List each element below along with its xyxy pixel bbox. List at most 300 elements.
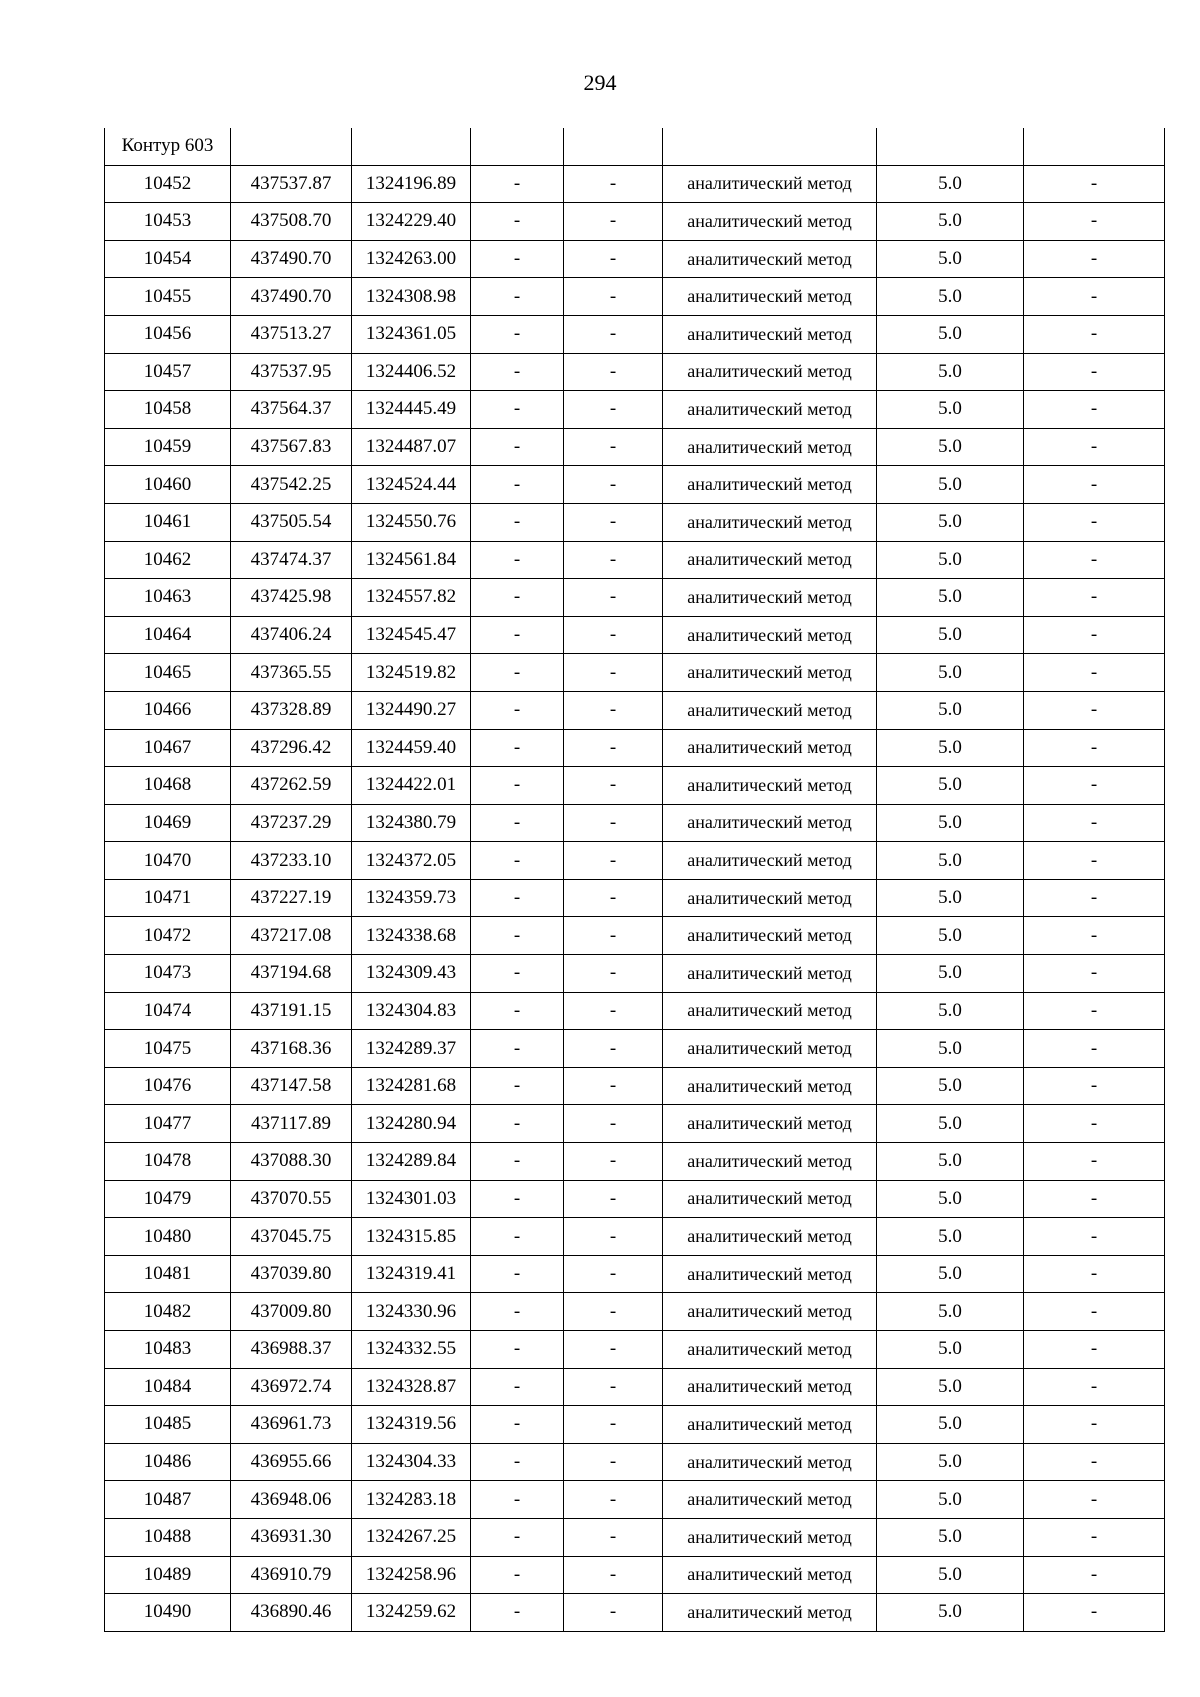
x-coordinate-cell: 437328.89 xyxy=(231,691,352,729)
x-coordinate-cell: 437490.70 xyxy=(231,240,352,278)
table-row xyxy=(105,654,1165,692)
method-cell: аналитический метод xyxy=(663,203,877,241)
y-coordinate-cell: 1324319.41 xyxy=(352,1255,471,1293)
precision-cell: 5.0 xyxy=(877,955,1024,993)
table-row xyxy=(105,1594,1165,1632)
column-5-cell: - xyxy=(564,955,663,993)
x-coordinate-cell: 437168.36 xyxy=(231,1030,352,1068)
precision-cell: 5.0 xyxy=(877,1293,1024,1331)
point-number-cell: 10472 xyxy=(105,917,231,955)
method-cell: аналитический метод xyxy=(663,1067,877,1105)
precision-cell: 5.0 xyxy=(877,315,1024,353)
column-5-cell: - xyxy=(564,1293,663,1331)
column-8-cell: - xyxy=(1024,203,1165,241)
table-row xyxy=(105,879,1165,917)
precision-cell: 5.0 xyxy=(877,917,1024,955)
column-5-cell: - xyxy=(564,1556,663,1594)
column-8-cell: - xyxy=(1024,1218,1165,1256)
column-5-cell: - xyxy=(564,466,663,504)
column-8-cell: - xyxy=(1024,1556,1165,1594)
point-number-cell: 10462 xyxy=(105,541,231,579)
point-number-cell: 10466 xyxy=(105,691,231,729)
column-5-cell: - xyxy=(564,579,663,617)
point-number-cell: 10454 xyxy=(105,240,231,278)
precision-cell: 5.0 xyxy=(877,842,1024,880)
point-number-cell: 10458 xyxy=(105,391,231,429)
point-number-cell: 10485 xyxy=(105,1406,231,1444)
column-4-cell: - xyxy=(471,353,564,391)
precision-cell: 5.0 xyxy=(877,240,1024,278)
column-4-cell: - xyxy=(471,391,564,429)
method-cell: аналитический метод xyxy=(663,428,877,466)
column-8-cell: - xyxy=(1024,1331,1165,1369)
point-number-cell: 10482 xyxy=(105,1293,231,1331)
y-coordinate-cell: 1324280.94 xyxy=(352,1105,471,1143)
x-coordinate-cell: 437191.15 xyxy=(231,992,352,1030)
table-row xyxy=(105,1143,1165,1181)
precision-cell: 5.0 xyxy=(877,729,1024,767)
table-cell xyxy=(564,128,663,165)
column-5-cell: - xyxy=(564,1331,663,1369)
table-row xyxy=(105,955,1165,993)
method-cell: аналитический метод xyxy=(663,353,877,391)
table-row xyxy=(105,428,1165,466)
column-4-cell: - xyxy=(471,1406,564,1444)
column-5-cell: - xyxy=(564,1030,663,1068)
table-row xyxy=(105,1105,1165,1143)
column-8-cell: - xyxy=(1024,917,1165,955)
method-cell: аналитический метод xyxy=(663,616,877,654)
precision-cell: 5.0 xyxy=(877,1218,1024,1256)
column-8-cell: - xyxy=(1024,1067,1165,1105)
column-8-cell: - xyxy=(1024,842,1165,880)
y-coordinate-cell: 1324422.01 xyxy=(352,767,471,805)
table-row xyxy=(105,391,1165,429)
point-number-cell: 10455 xyxy=(105,278,231,316)
table-row xyxy=(105,1255,1165,1293)
column-4-cell: - xyxy=(471,917,564,955)
y-coordinate-cell: 1324315.85 xyxy=(352,1218,471,1256)
precision-cell: 5.0 xyxy=(877,1143,1024,1181)
x-coordinate-cell: 437425.98 xyxy=(231,579,352,617)
y-coordinate-cell: 1324359.73 xyxy=(352,879,471,917)
precision-cell: 5.0 xyxy=(877,1067,1024,1105)
precision-cell: 5.0 xyxy=(877,1331,1024,1369)
column-5-cell: - xyxy=(564,616,663,654)
point-number-cell: 10475 xyxy=(105,1030,231,1068)
column-4-cell: - xyxy=(471,1481,564,1519)
column-4-cell: - xyxy=(471,1556,564,1594)
x-coordinate-cell: 437564.37 xyxy=(231,391,352,429)
point-number-cell: 10486 xyxy=(105,1443,231,1481)
table-row xyxy=(105,240,1165,278)
column-4-cell: - xyxy=(471,503,564,541)
point-number-cell: 10468 xyxy=(105,767,231,805)
column-5-cell: - xyxy=(564,428,663,466)
column-4-cell: - xyxy=(471,691,564,729)
y-coordinate-cell: 1324550.76 xyxy=(352,503,471,541)
y-coordinate-cell: 1324524.44 xyxy=(352,466,471,504)
method-cell: аналитический метод xyxy=(663,1481,877,1519)
x-coordinate-cell: 437045.75 xyxy=(231,1218,352,1256)
x-coordinate-cell: 436910.79 xyxy=(231,1556,352,1594)
x-coordinate-cell: 437542.25 xyxy=(231,466,352,504)
table-row xyxy=(105,353,1165,391)
precision-cell: 5.0 xyxy=(877,503,1024,541)
y-coordinate-cell: 1324281.68 xyxy=(352,1067,471,1105)
column-5-cell: - xyxy=(564,1481,663,1519)
method-cell: аналитический метод xyxy=(663,579,877,617)
y-coordinate-cell: 1324289.37 xyxy=(352,1030,471,1068)
precision-cell: 5.0 xyxy=(877,1443,1024,1481)
column-8-cell: - xyxy=(1024,1143,1165,1181)
method-cell: аналитический метод xyxy=(663,541,877,579)
x-coordinate-cell: 436948.06 xyxy=(231,1481,352,1519)
y-coordinate-cell: 1324304.33 xyxy=(352,1443,471,1481)
table-row xyxy=(105,1180,1165,1218)
y-coordinate-cell: 1324301.03 xyxy=(352,1180,471,1218)
x-coordinate-cell: 437508.70 xyxy=(231,203,352,241)
method-cell: аналитический метод xyxy=(663,1218,877,1256)
column-8-cell: - xyxy=(1024,1255,1165,1293)
y-coordinate-cell: 1324372.05 xyxy=(352,842,471,880)
table-row xyxy=(105,992,1165,1030)
column-8-cell: - xyxy=(1024,616,1165,654)
column-5-cell: - xyxy=(564,1518,663,1556)
column-4-cell: - xyxy=(471,315,564,353)
point-number-cell: 10470 xyxy=(105,842,231,880)
table-body xyxy=(105,128,1165,1631)
precision-cell: 5.0 xyxy=(877,1518,1024,1556)
column-4-cell: - xyxy=(471,1331,564,1369)
y-coordinate-cell: 1324545.47 xyxy=(352,616,471,654)
table-row xyxy=(105,1518,1165,1556)
x-coordinate-cell: 437505.54 xyxy=(231,503,352,541)
column-8-cell: - xyxy=(1024,1030,1165,1068)
column-5-cell: - xyxy=(564,879,663,917)
precision-cell: 5.0 xyxy=(877,428,1024,466)
x-coordinate-cell: 437365.55 xyxy=(231,654,352,692)
method-cell: аналитический метод xyxy=(663,1518,877,1556)
y-coordinate-cell: 1324196.89 xyxy=(352,165,471,203)
column-4-cell: - xyxy=(471,955,564,993)
column-5-cell: - xyxy=(564,391,663,429)
y-coordinate-cell: 1324330.96 xyxy=(352,1293,471,1331)
y-coordinate-cell: 1324459.40 xyxy=(352,729,471,767)
point-number-cell: 10489 xyxy=(105,1556,231,1594)
precision-cell: 5.0 xyxy=(877,616,1024,654)
column-8-cell: - xyxy=(1024,579,1165,617)
x-coordinate-cell: 437227.19 xyxy=(231,879,352,917)
precision-cell: 5.0 xyxy=(877,1368,1024,1406)
method-cell: аналитический метод xyxy=(663,654,877,692)
column-4-cell: - xyxy=(471,1143,564,1181)
table-row xyxy=(105,1030,1165,1068)
precision-cell: 5.0 xyxy=(877,391,1024,429)
column-4-cell: - xyxy=(471,1594,564,1632)
precision-cell: 5.0 xyxy=(877,353,1024,391)
point-number-cell: 10456 xyxy=(105,315,231,353)
column-8-cell: - xyxy=(1024,767,1165,805)
point-number-cell: 10463 xyxy=(105,579,231,617)
table-row xyxy=(105,1293,1165,1331)
precision-cell: 5.0 xyxy=(877,1180,1024,1218)
precision-cell: 5.0 xyxy=(877,691,1024,729)
column-5-cell: - xyxy=(564,1143,663,1181)
method-cell: аналитический метод xyxy=(663,1293,877,1331)
y-coordinate-cell: 1324259.62 xyxy=(352,1594,471,1632)
column-4-cell: - xyxy=(471,541,564,579)
table-row xyxy=(105,278,1165,316)
column-8-cell: - xyxy=(1024,879,1165,917)
method-cell: аналитический метод xyxy=(663,1331,877,1369)
column-8-cell: - xyxy=(1024,541,1165,579)
column-4-cell: - xyxy=(471,804,564,842)
x-coordinate-cell: 437039.80 xyxy=(231,1255,352,1293)
y-coordinate-cell: 1324319.56 xyxy=(352,1406,471,1444)
column-5-cell: - xyxy=(564,842,663,880)
method-cell: аналитический метод xyxy=(663,879,877,917)
method-cell: аналитический метод xyxy=(663,691,877,729)
precision-cell: 5.0 xyxy=(877,879,1024,917)
column-5-cell: - xyxy=(564,917,663,955)
x-coordinate-cell: 437490.70 xyxy=(231,278,352,316)
precision-cell: 5.0 xyxy=(877,1556,1024,1594)
column-5-cell: - xyxy=(564,1406,663,1444)
table-row xyxy=(105,1368,1165,1406)
x-coordinate-cell: 436955.66 xyxy=(231,1443,352,1481)
method-cell: аналитический метод xyxy=(663,1443,877,1481)
method-cell: аналитический метод xyxy=(663,1255,877,1293)
table-cell xyxy=(471,128,564,165)
column-4-cell: - xyxy=(471,240,564,278)
y-coordinate-cell: 1324445.49 xyxy=(352,391,471,429)
method-cell: аналитический метод xyxy=(663,391,877,429)
x-coordinate-cell: 437567.83 xyxy=(231,428,352,466)
method-cell: аналитический метод xyxy=(663,992,877,1030)
y-coordinate-cell: 1324283.18 xyxy=(352,1481,471,1519)
point-number-cell: 10481 xyxy=(105,1255,231,1293)
precision-cell: 5.0 xyxy=(877,654,1024,692)
precision-cell: 5.0 xyxy=(877,992,1024,1030)
point-number-cell: 10477 xyxy=(105,1105,231,1143)
point-number-cell: 10473 xyxy=(105,955,231,993)
column-4-cell: - xyxy=(471,428,564,466)
table-row xyxy=(105,729,1165,767)
point-number-cell: 10453 xyxy=(105,203,231,241)
method-cell: аналитический метод xyxy=(663,1556,877,1594)
column-5-cell: - xyxy=(564,804,663,842)
column-8-cell: - xyxy=(1024,1518,1165,1556)
method-cell: аналитический метод xyxy=(663,729,877,767)
table-row xyxy=(105,917,1165,955)
column-4-cell: - xyxy=(471,1030,564,1068)
column-5-cell: - xyxy=(564,1255,663,1293)
table-row xyxy=(105,616,1165,654)
column-5-cell: - xyxy=(564,1180,663,1218)
column-5-cell: - xyxy=(564,1443,663,1481)
y-coordinate-cell: 1324561.84 xyxy=(352,541,471,579)
y-coordinate-cell: 1324289.84 xyxy=(352,1143,471,1181)
column-5-cell: - xyxy=(564,278,663,316)
x-coordinate-cell: 436988.37 xyxy=(231,1331,352,1369)
column-4-cell: - xyxy=(471,879,564,917)
y-coordinate-cell: 1324490.27 xyxy=(352,691,471,729)
point-number-cell: 10464 xyxy=(105,616,231,654)
column-8-cell: - xyxy=(1024,691,1165,729)
x-coordinate-cell: 437537.95 xyxy=(231,353,352,391)
precision-cell: 5.0 xyxy=(877,541,1024,579)
column-8-cell: - xyxy=(1024,353,1165,391)
y-coordinate-cell: 1324263.00 xyxy=(352,240,471,278)
y-coordinate-cell: 1324519.82 xyxy=(352,654,471,692)
table-cell xyxy=(231,128,352,165)
column-4-cell: - xyxy=(471,1293,564,1331)
precision-cell: 5.0 xyxy=(877,1105,1024,1143)
method-cell: аналитический метод xyxy=(663,240,877,278)
column-8-cell: - xyxy=(1024,1105,1165,1143)
method-cell: аналитический метод xyxy=(663,1368,877,1406)
table-row xyxy=(105,691,1165,729)
column-5-cell: - xyxy=(564,353,663,391)
table-row xyxy=(105,1067,1165,1105)
x-coordinate-cell: 437194.68 xyxy=(231,955,352,993)
column-5-cell: - xyxy=(564,1105,663,1143)
column-8-cell: - xyxy=(1024,391,1165,429)
x-coordinate-cell: 437262.59 xyxy=(231,767,352,805)
point-number-cell: 10479 xyxy=(105,1180,231,1218)
x-coordinate-cell: 437513.27 xyxy=(231,315,352,353)
point-number-cell: 10478 xyxy=(105,1143,231,1181)
point-number-cell: 10452 xyxy=(105,165,231,203)
table-row xyxy=(105,767,1165,805)
precision-cell: 5.0 xyxy=(877,278,1024,316)
column-5-cell: - xyxy=(564,691,663,729)
contour-label: Контур 603 xyxy=(105,128,231,165)
precision-cell: 5.0 xyxy=(877,165,1024,203)
y-coordinate-cell: 1324304.83 xyxy=(352,992,471,1030)
column-4-cell: - xyxy=(471,654,564,692)
y-coordinate-cell: 1324309.43 xyxy=(352,955,471,993)
column-4-cell: - xyxy=(471,1105,564,1143)
column-8-cell: - xyxy=(1024,729,1165,767)
method-cell: аналитический метод xyxy=(663,1594,877,1632)
x-coordinate-cell: 437406.24 xyxy=(231,616,352,654)
point-number-cell: 10476 xyxy=(105,1067,231,1105)
contour-header-row xyxy=(105,128,1165,165)
column-4-cell: - xyxy=(471,1518,564,1556)
column-4-cell: - xyxy=(471,165,564,203)
y-coordinate-cell: 1324361.05 xyxy=(352,315,471,353)
table-row xyxy=(105,1218,1165,1256)
precision-cell: 5.0 xyxy=(877,1030,1024,1068)
x-coordinate-cell: 437474.37 xyxy=(231,541,352,579)
table-row xyxy=(105,1331,1165,1369)
table-row xyxy=(105,466,1165,504)
y-coordinate-cell: 1324380.79 xyxy=(352,804,471,842)
precision-cell: 5.0 xyxy=(877,1255,1024,1293)
y-coordinate-cell: 1324487.07 xyxy=(352,428,471,466)
column-8-cell: - xyxy=(1024,804,1165,842)
precision-cell: 5.0 xyxy=(877,1406,1024,1444)
coordinates-table xyxy=(104,128,1165,1632)
column-4-cell: - xyxy=(471,1218,564,1256)
column-5-cell: - xyxy=(564,541,663,579)
precision-cell: 5.0 xyxy=(877,767,1024,805)
table-row xyxy=(105,541,1165,579)
column-8-cell: - xyxy=(1024,1406,1165,1444)
method-cell: аналитический метод xyxy=(663,503,877,541)
table-row xyxy=(105,503,1165,541)
column-5-cell: - xyxy=(564,165,663,203)
table-cell xyxy=(352,128,471,165)
column-4-cell: - xyxy=(471,203,564,241)
method-cell: аналитический метод xyxy=(663,955,877,993)
point-number-cell: 10480 xyxy=(105,1218,231,1256)
precision-cell: 5.0 xyxy=(877,466,1024,504)
y-coordinate-cell: 1324406.52 xyxy=(352,353,471,391)
column-4-cell: - xyxy=(471,278,564,316)
column-8-cell: - xyxy=(1024,1368,1165,1406)
x-coordinate-cell: 437537.87 xyxy=(231,165,352,203)
point-number-cell: 10474 xyxy=(105,992,231,1030)
x-coordinate-cell: 437070.55 xyxy=(231,1180,352,1218)
column-5-cell: - xyxy=(564,1067,663,1105)
x-coordinate-cell: 436931.30 xyxy=(231,1518,352,1556)
column-5-cell: - xyxy=(564,240,663,278)
column-4-cell: - xyxy=(471,992,564,1030)
y-coordinate-cell: 1324557.82 xyxy=(352,579,471,617)
table-row xyxy=(105,579,1165,617)
table-row xyxy=(105,315,1165,353)
precision-cell: 5.0 xyxy=(877,1594,1024,1632)
point-number-cell: 10459 xyxy=(105,428,231,466)
x-coordinate-cell: 436890.46 xyxy=(231,1594,352,1632)
column-8-cell: - xyxy=(1024,1180,1165,1218)
y-coordinate-cell: 1324308.98 xyxy=(352,278,471,316)
point-number-cell: 10460 xyxy=(105,466,231,504)
table-row xyxy=(105,804,1165,842)
precision-cell: 5.0 xyxy=(877,1481,1024,1519)
point-number-cell: 10469 xyxy=(105,804,231,842)
column-4-cell: - xyxy=(471,767,564,805)
column-5-cell: - xyxy=(564,654,663,692)
column-5-cell: - xyxy=(564,503,663,541)
column-8-cell: - xyxy=(1024,1443,1165,1481)
point-number-cell: 10484 xyxy=(105,1368,231,1406)
x-coordinate-cell: 437009.80 xyxy=(231,1293,352,1331)
method-cell: аналитический метод xyxy=(663,842,877,880)
page-number: 294 xyxy=(583,70,617,95)
point-number-cell: 10457 xyxy=(105,353,231,391)
column-4-cell: - xyxy=(471,1067,564,1105)
y-coordinate-cell: 1324267.25 xyxy=(352,1518,471,1556)
column-5-cell: - xyxy=(564,1218,663,1256)
x-coordinate-cell: 437088.30 xyxy=(231,1143,352,1181)
column-5-cell: - xyxy=(564,1594,663,1632)
x-coordinate-cell: 437233.10 xyxy=(231,842,352,880)
y-coordinate-cell: 1324258.96 xyxy=(352,1556,471,1594)
point-number-cell: 10471 xyxy=(105,879,231,917)
method-cell: аналитический метод xyxy=(663,1143,877,1181)
method-cell: аналитический метод xyxy=(663,315,877,353)
method-cell: аналитический метод xyxy=(663,767,877,805)
column-8-cell: - xyxy=(1024,315,1165,353)
precision-cell: 5.0 xyxy=(877,203,1024,241)
method-cell: аналитический метод xyxy=(663,466,877,504)
point-number-cell: 10467 xyxy=(105,729,231,767)
column-5-cell: - xyxy=(564,729,663,767)
